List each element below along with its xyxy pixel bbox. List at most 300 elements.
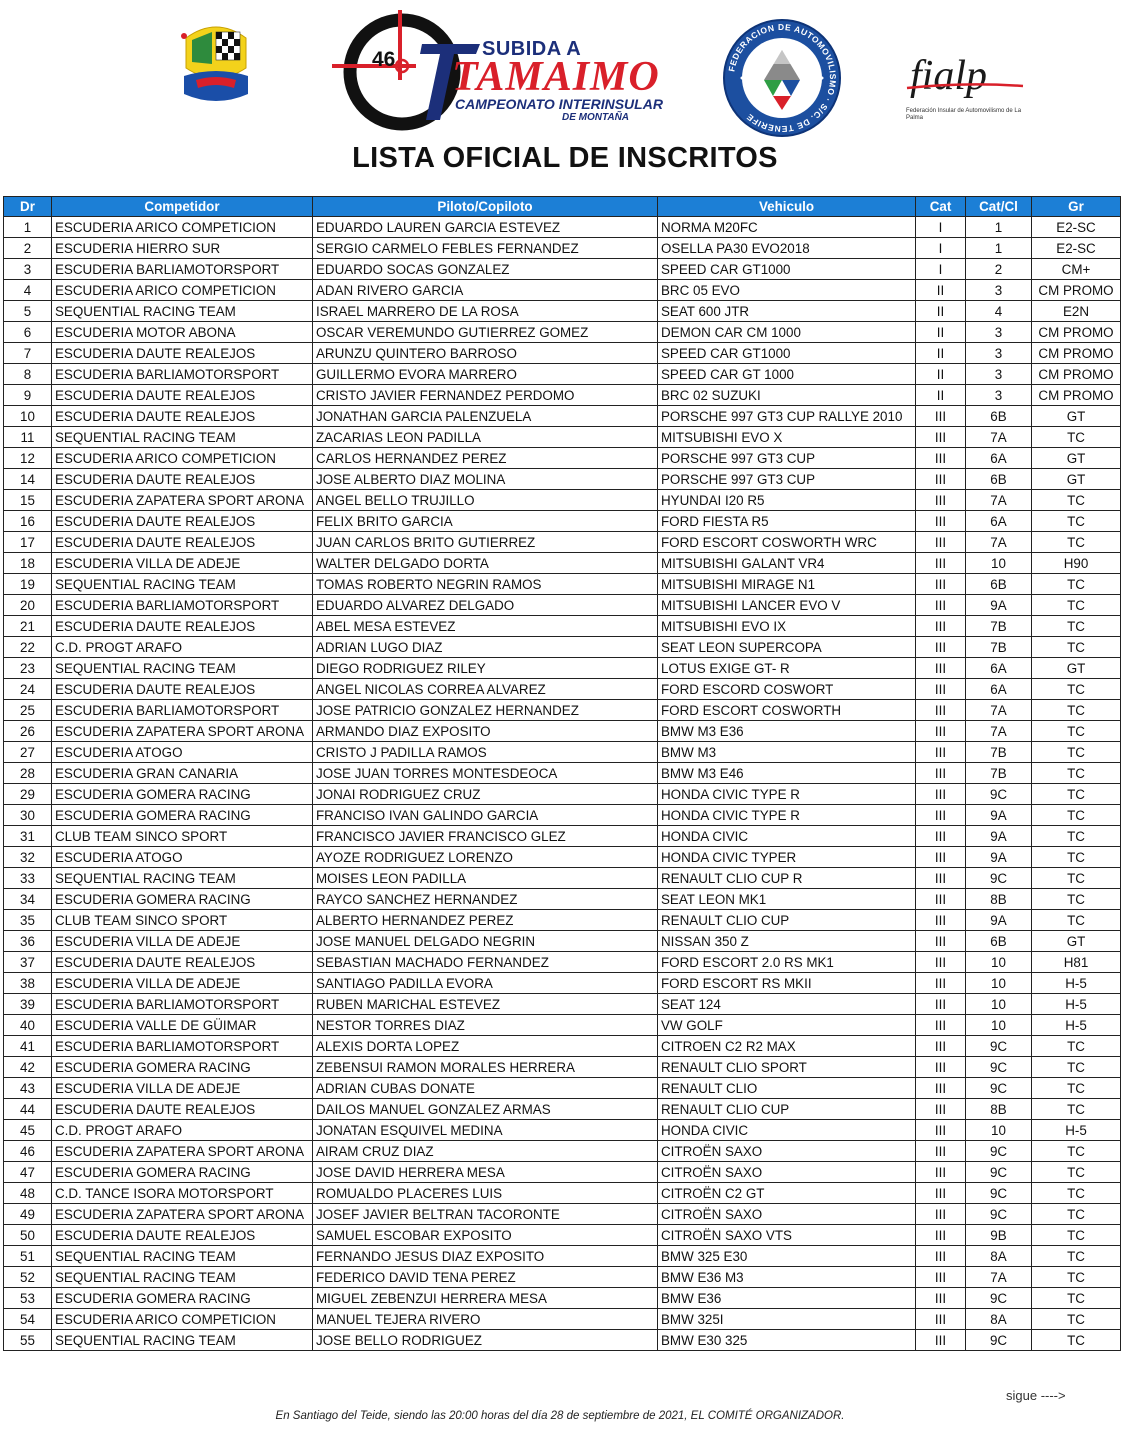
category-cell: III bbox=[916, 1225, 966, 1246]
class-cell: 9A bbox=[966, 826, 1032, 847]
category-cell: II bbox=[916, 301, 966, 322]
category-cell: III bbox=[916, 1057, 966, 1078]
entry-number-cell: 6 bbox=[4, 322, 52, 343]
category-cell: II bbox=[916, 322, 966, 343]
driver-cell: MOISES LEON PADILLA bbox=[313, 868, 658, 889]
vehicle-cell: RENAULT CLIO CUP R bbox=[658, 868, 916, 889]
group-cell: TC bbox=[1032, 784, 1121, 805]
class-cell: 3 bbox=[966, 364, 1032, 385]
competitor-cell: ESCUDERIA GOMERA RACING bbox=[52, 889, 313, 910]
class-cell: 9C bbox=[966, 1078, 1032, 1099]
entry-number-cell: 49 bbox=[4, 1204, 52, 1225]
group-cell: H90 bbox=[1032, 553, 1121, 574]
vehicle-cell: HONDA CIVIC TYPE R bbox=[658, 805, 916, 826]
class-cell: 10 bbox=[966, 553, 1032, 574]
class-cell: 1 bbox=[966, 217, 1032, 238]
competitor-cell: CLUB TEAM SINCO SPORT bbox=[52, 910, 313, 931]
competitor-cell: ESCUDERIA ARICO COMPETICION bbox=[52, 1309, 313, 1330]
vehicle-cell: BMW 325 E30 bbox=[658, 1246, 916, 1267]
driver-cell: DAILOS MANUEL GONZALEZ ARMAS bbox=[313, 1099, 658, 1120]
table-row bbox=[4, 1141, 1121, 1162]
driver-cell: OSCAR VEREMUNDO GUTIERREZ GOMEZ bbox=[313, 322, 658, 343]
table-row bbox=[4, 763, 1121, 784]
competitor-cell: ESCUDERIA ZAPATERA SPORT ARONA bbox=[52, 721, 313, 742]
federation-seal-text bbox=[720, 14, 844, 142]
vehicle-cell: MITSUBISHI MIRAGE N1 bbox=[658, 574, 916, 595]
competitor-cell: ESCUDERIA VILLA DE ADEJE bbox=[52, 973, 313, 994]
driver-cell: JOSE ALBERTO DIAZ MOLINA bbox=[313, 469, 658, 490]
federation-seal-caption: FEDERACION DE AUTOMOVILISMO · S/C. DE TENERIFE bbox=[726, 21, 839, 135]
group-cell: TC bbox=[1032, 574, 1121, 595]
table-row bbox=[4, 490, 1121, 511]
competitor-cell: ESCUDERIA ARICO COMPETICION bbox=[52, 448, 313, 469]
svg-text:FEDERACION DE AUTOMOVILISMO · bbox=[726, 22, 838, 134]
group-cell: H-5 bbox=[1032, 973, 1121, 994]
entry-number-cell: 5 bbox=[4, 301, 52, 322]
group-cell: TC bbox=[1032, 889, 1121, 910]
group-cell: TC bbox=[1032, 1225, 1121, 1246]
group-cell: CM PROMO bbox=[1032, 343, 1121, 364]
category-cell: III bbox=[916, 1246, 966, 1267]
vehicle-cell: VW GOLF bbox=[658, 1015, 916, 1036]
vehicle-cell: MITSUBISHI GALANT VR4 bbox=[658, 553, 916, 574]
category-cell: III bbox=[916, 679, 966, 700]
category-cell: III bbox=[916, 637, 966, 658]
category-cell: III bbox=[916, 1309, 966, 1330]
competitor-cell: SEQUENTIAL RACING TEAM bbox=[52, 658, 313, 679]
class-cell: 9B bbox=[966, 1225, 1032, 1246]
vehicle-cell: FORD ESCORD COSWORT bbox=[658, 679, 916, 700]
class-cell: 7A bbox=[966, 1267, 1032, 1288]
entry-number-cell: 36 bbox=[4, 931, 52, 952]
class-cell: 1 bbox=[966, 238, 1032, 259]
competitor-cell: ESCUDERIA DAUTE REALEJOS bbox=[52, 469, 313, 490]
group-cell: TC bbox=[1032, 511, 1121, 532]
group-cell: TC bbox=[1032, 1078, 1121, 1099]
class-cell: 6A bbox=[966, 658, 1032, 679]
category-cell: III bbox=[916, 511, 966, 532]
class-cell: 6A bbox=[966, 679, 1032, 700]
vehicle-cell: OSELLA PA30 EVO2018 bbox=[658, 238, 916, 259]
driver-cell: FRANCISO IVAN GALINDO GARCIA bbox=[313, 805, 658, 826]
vehicle-cell: RENAULT CLIO CUP bbox=[658, 910, 916, 931]
competitor-cell: ESCUDERIA ATOGO bbox=[52, 742, 313, 763]
driver-cell: JOSE JUAN TORRES MONTESDEOCA bbox=[313, 763, 658, 784]
fialp-underline bbox=[905, 80, 1025, 92]
category-cell: III bbox=[916, 532, 966, 553]
group-cell: E2-SC bbox=[1032, 217, 1121, 238]
category-cell: II bbox=[916, 280, 966, 301]
class-cell: 6B bbox=[966, 574, 1032, 595]
entry-number-cell: 30 bbox=[4, 805, 52, 826]
driver-cell: RUBEN MARICHAL ESTEVEZ bbox=[313, 994, 658, 1015]
driver-cell: FERNANDO JESUS DIAZ EXPOSITO bbox=[313, 1246, 658, 1267]
vehicle-cell: NORMA M20FC bbox=[658, 217, 916, 238]
category-cell: III bbox=[916, 973, 966, 994]
group-cell: TC bbox=[1032, 679, 1121, 700]
class-cell: 10 bbox=[966, 1015, 1032, 1036]
fialp-logo-text: fialp bbox=[910, 53, 988, 99]
entry-number-cell: 4 bbox=[4, 280, 52, 301]
entry-number-cell: 29 bbox=[4, 784, 52, 805]
competitor-cell: ESCUDERIA DAUTE REALEJOS bbox=[52, 1099, 313, 1120]
group-cell: TC bbox=[1032, 910, 1121, 931]
table-row bbox=[4, 1309, 1121, 1330]
entry-number-cell: 44 bbox=[4, 1099, 52, 1120]
category-cell: III bbox=[916, 700, 966, 721]
table-row bbox=[4, 343, 1121, 364]
driver-cell: ADAN RIVERO GARCIA bbox=[313, 280, 658, 301]
competitor-cell: ESCUDERIA HIERRO SUR bbox=[52, 238, 313, 259]
driver-cell: ANGEL NICOLAS CORREA ALVAREZ bbox=[313, 679, 658, 700]
group-cell: H-5 bbox=[1032, 994, 1121, 1015]
category-cell: III bbox=[916, 427, 966, 448]
vehicle-cell: BMW E36 bbox=[658, 1288, 916, 1309]
driver-cell: WALTER DELGADO DORTA bbox=[313, 553, 658, 574]
vehicle-cell: CITROËN SAXO bbox=[658, 1141, 916, 1162]
driver-cell: EDUARDO ALVAREZ DELGADO bbox=[313, 595, 658, 616]
group-cell: TC bbox=[1032, 490, 1121, 511]
class-cell: 4 bbox=[966, 301, 1032, 322]
entry-number-cell: 42 bbox=[4, 1057, 52, 1078]
column-header: Gr bbox=[1032, 197, 1121, 217]
group-cell: CM+ bbox=[1032, 259, 1121, 280]
group-cell: TC bbox=[1032, 742, 1121, 763]
entry-number-cell: 52 bbox=[4, 1267, 52, 1288]
table-row bbox=[4, 658, 1121, 679]
driver-cell: CRISTO J PADILLA RAMOS bbox=[313, 742, 658, 763]
table-row bbox=[4, 1162, 1121, 1183]
entry-number-cell: 16 bbox=[4, 511, 52, 532]
vehicle-cell: SEAT 124 bbox=[658, 994, 916, 1015]
group-cell: TC bbox=[1032, 1162, 1121, 1183]
table-row bbox=[4, 511, 1121, 532]
class-cell: 9C bbox=[966, 1288, 1032, 1309]
group-cell: CM PROMO bbox=[1032, 364, 1121, 385]
table-row bbox=[4, 1120, 1121, 1141]
vehicle-cell: HONDA CIVIC bbox=[658, 826, 916, 847]
entry-number-cell: 34 bbox=[4, 889, 52, 910]
vehicle-cell: CITROËN C2 GT bbox=[658, 1183, 916, 1204]
vehicle-cell: FORD FIESTA R5 bbox=[658, 511, 916, 532]
category-cell: III bbox=[916, 469, 966, 490]
competitor-cell: ESCUDERIA DAUTE REALEJOS bbox=[52, 616, 313, 637]
competitor-cell: C.D. PROGT ARAFO bbox=[52, 637, 313, 658]
table-row bbox=[4, 217, 1121, 238]
competitor-cell: ESCUDERIA ATOGO bbox=[52, 847, 313, 868]
table-row bbox=[4, 952, 1121, 973]
driver-cell: JONATHAN GARCIA PALENZUELA bbox=[313, 406, 658, 427]
column-header: Piloto/Copiloto bbox=[313, 197, 658, 217]
entry-number-cell: 19 bbox=[4, 574, 52, 595]
driver-cell: MIGUEL ZEBENZUI HERRERA MESA bbox=[313, 1288, 658, 1309]
entry-number-cell: 21 bbox=[4, 616, 52, 637]
driver-cell: MANUEL TEJERA RIVERO bbox=[313, 1309, 658, 1330]
class-cell: 9A bbox=[966, 595, 1032, 616]
category-cell: III bbox=[916, 721, 966, 742]
group-cell: CM PROMO bbox=[1032, 322, 1121, 343]
column-header: Cat/Cl bbox=[966, 197, 1032, 217]
class-cell: 7B bbox=[966, 637, 1032, 658]
group-cell: TC bbox=[1032, 1288, 1121, 1309]
group-cell: TC bbox=[1032, 700, 1121, 721]
driver-cell: ADRIAN CUBAS DONATE bbox=[313, 1078, 658, 1099]
category-cell: III bbox=[916, 595, 966, 616]
table-row bbox=[4, 700, 1121, 721]
vehicle-cell: RENAULT CLIO bbox=[658, 1078, 916, 1099]
class-cell: 8A bbox=[966, 1309, 1032, 1330]
group-cell: TC bbox=[1032, 637, 1121, 658]
competitor-cell: ESCUDERIA DAUTE REALEJOS bbox=[52, 532, 313, 553]
event-title-main: TAMAIMO bbox=[452, 54, 660, 100]
class-cell: 9C bbox=[966, 1057, 1032, 1078]
group-cell: TC bbox=[1032, 1204, 1121, 1225]
competitor-cell: SEQUENTIAL RACING TEAM bbox=[52, 574, 313, 595]
table-row bbox=[4, 931, 1121, 952]
table-row bbox=[4, 994, 1121, 1015]
driver-cell: ARMANDO DIAZ EXPOSITO bbox=[313, 721, 658, 742]
class-cell: 2 bbox=[966, 259, 1032, 280]
table-row bbox=[4, 595, 1121, 616]
competitor-cell: ESCUDERIA DAUTE REALEJOS bbox=[52, 406, 313, 427]
group-cell: TC bbox=[1032, 805, 1121, 826]
column-header: Dr bbox=[4, 197, 52, 217]
competitor-cell: SEQUENTIAL RACING TEAM bbox=[52, 427, 313, 448]
class-cell: 3 bbox=[966, 322, 1032, 343]
table-row bbox=[4, 574, 1121, 595]
driver-cell: ZACARIAS LEON PADILLA bbox=[313, 427, 658, 448]
table-body bbox=[4, 217, 1121, 1351]
class-cell: 10 bbox=[966, 952, 1032, 973]
vehicle-cell: HYUNDAI I20 R5 bbox=[658, 490, 916, 511]
group-cell: TC bbox=[1032, 721, 1121, 742]
competitor-cell: ESCUDERIA GOMERA RACING bbox=[52, 1288, 313, 1309]
table-header-row bbox=[4, 197, 1121, 217]
entry-number-cell: 10 bbox=[4, 406, 52, 427]
table-row bbox=[4, 826, 1121, 847]
table-row bbox=[4, 1288, 1121, 1309]
group-cell: E2N bbox=[1032, 301, 1121, 322]
vehicle-cell: RENAULT CLIO SPORT bbox=[658, 1057, 916, 1078]
class-cell: 9A bbox=[966, 847, 1032, 868]
category-cell: III bbox=[916, 1330, 966, 1351]
competitor-cell: ESCUDERIA GRAN CANARIA bbox=[52, 763, 313, 784]
category-cell: III bbox=[916, 826, 966, 847]
class-cell: 7A bbox=[966, 721, 1032, 742]
competitor-cell: ESCUDERIA VILLA DE ADEJE bbox=[52, 553, 313, 574]
vehicle-cell: BMW M3 E46 bbox=[658, 763, 916, 784]
category-cell: III bbox=[916, 868, 966, 889]
driver-cell: FRANCISCO JAVIER FRANCISCO GLEZ bbox=[313, 826, 658, 847]
vehicle-cell: CITROËN SAXO bbox=[658, 1162, 916, 1183]
category-cell: III bbox=[916, 1288, 966, 1309]
driver-cell: JONAI RODRIGUEZ CRUZ bbox=[313, 784, 658, 805]
driver-cell: AIRAM CRUZ DIAZ bbox=[313, 1141, 658, 1162]
table-row bbox=[4, 1246, 1121, 1267]
driver-cell: ROMUALDO PLACERES LUIS bbox=[313, 1183, 658, 1204]
group-cell: GT bbox=[1032, 406, 1121, 427]
category-cell: III bbox=[916, 1162, 966, 1183]
group-cell: TC bbox=[1032, 427, 1121, 448]
driver-cell: CRISTO JAVIER FERNANDEZ PERDOMO bbox=[313, 385, 658, 406]
driver-cell: TOMAS ROBERTO NEGRIN RAMOS bbox=[313, 574, 658, 595]
category-cell: II bbox=[916, 364, 966, 385]
event-subtitle: CAMPEONATO INTERINSULAR bbox=[455, 96, 663, 112]
vehicle-cell: BRC 05 EVO bbox=[658, 280, 916, 301]
driver-cell: RAYCO SANCHEZ HERNANDEZ bbox=[313, 889, 658, 910]
class-cell: 6B bbox=[966, 931, 1032, 952]
table-row bbox=[4, 1225, 1121, 1246]
competitor-cell: ESCUDERIA BARLIAMOTORSPORT bbox=[52, 259, 313, 280]
vehicle-cell: NISSAN 350 Z bbox=[658, 931, 916, 952]
competitor-cell: ESCUDERIA ZAPATERA SPORT ARONA bbox=[52, 490, 313, 511]
competitor-cell: ESCUDERIA GOMERA RACING bbox=[52, 784, 313, 805]
vehicle-cell: MITSUBISHI EVO IX bbox=[658, 616, 916, 637]
competitor-cell: ESCUDERIA ZAPATERA SPORT ARONA bbox=[52, 1141, 313, 1162]
entry-number-cell: 47 bbox=[4, 1162, 52, 1183]
competitor-cell: ESCUDERIA DAUTE REALEJOS bbox=[52, 1225, 313, 1246]
entry-number-cell: 23 bbox=[4, 658, 52, 679]
table-row bbox=[4, 868, 1121, 889]
competitor-cell: C.D. PROGT ARAFO bbox=[52, 1120, 313, 1141]
group-cell: CM PROMO bbox=[1032, 280, 1121, 301]
entry-number-cell: 26 bbox=[4, 721, 52, 742]
entry-number-cell: 48 bbox=[4, 1183, 52, 1204]
entry-number-cell: 37 bbox=[4, 952, 52, 973]
competitor-cell: ESCUDERIA VALLE DE GÜIMAR bbox=[52, 1015, 313, 1036]
driver-cell: ARUNZU QUINTERO BARROSO bbox=[313, 343, 658, 364]
vehicle-cell: BMW M3 E36 bbox=[658, 721, 916, 742]
vehicle-cell: SEAT 600 JTR bbox=[658, 301, 916, 322]
table-row bbox=[4, 1330, 1121, 1351]
group-cell: TC bbox=[1032, 1099, 1121, 1120]
entry-number-cell: 39 bbox=[4, 994, 52, 1015]
class-cell: 7B bbox=[966, 763, 1032, 784]
competitor-cell: ESCUDERIA GOMERA RACING bbox=[52, 805, 313, 826]
entry-number-cell: 45 bbox=[4, 1120, 52, 1141]
vehicle-cell: SEAT LEON MK1 bbox=[658, 889, 916, 910]
category-cell: III bbox=[916, 406, 966, 427]
category-cell: III bbox=[916, 889, 966, 910]
driver-cell: NESTOR TORRES DIAZ bbox=[313, 1015, 658, 1036]
driver-cell: JUAN CARLOS BRITO GUTIERREZ bbox=[313, 532, 658, 553]
driver-cell: CARLOS HERNANDEZ PEREZ bbox=[313, 448, 658, 469]
competitor-cell: ESCUDERIA BARLIAMOTORSPORT bbox=[52, 700, 313, 721]
vehicle-cell: PORSCHE 997 GT3 CUP RALLYE 2010 bbox=[658, 406, 916, 427]
table-row bbox=[4, 1183, 1121, 1204]
entry-number-cell: 1 bbox=[4, 217, 52, 238]
class-cell: 10 bbox=[966, 973, 1032, 994]
vehicle-cell: PORSCHE 997 GT3 CUP bbox=[658, 448, 916, 469]
entry-number-cell: 41 bbox=[4, 1036, 52, 1057]
entry-number-cell: 8 bbox=[4, 364, 52, 385]
table-row bbox=[4, 238, 1121, 259]
driver-cell: JOSE PATRICIO GONZALEZ HERNANDEZ bbox=[313, 700, 658, 721]
group-cell: E2-SC bbox=[1032, 238, 1121, 259]
driver-cell: FEDERICO DAVID TENA PEREZ bbox=[313, 1267, 658, 1288]
competitor-cell: ESCUDERIA VILLA DE ADEJE bbox=[52, 1078, 313, 1099]
table-row bbox=[4, 532, 1121, 553]
table-row bbox=[4, 1078, 1121, 1099]
group-cell: GT bbox=[1032, 448, 1121, 469]
competitor-cell: ESCUDERIA BARLIAMOTORSPORT bbox=[52, 1036, 313, 1057]
table-row bbox=[4, 1267, 1121, 1288]
competitor-cell: CLUB TEAM SINCO SPORT bbox=[52, 826, 313, 847]
competitor-cell: SEQUENTIAL RACING TEAM bbox=[52, 868, 313, 889]
competitor-cell: ESCUDERIA DAUTE REALEJOS bbox=[52, 952, 313, 973]
category-cell: III bbox=[916, 448, 966, 469]
entry-number-cell: 46 bbox=[4, 1141, 52, 1162]
category-cell: III bbox=[916, 994, 966, 1015]
entry-number-cell: 51 bbox=[4, 1246, 52, 1267]
class-cell: 9C bbox=[966, 1330, 1032, 1351]
table-row bbox=[4, 889, 1121, 910]
table-row bbox=[4, 469, 1121, 490]
entry-number-cell: 50 bbox=[4, 1225, 52, 1246]
entry-number-cell: 12 bbox=[4, 448, 52, 469]
category-cell: III bbox=[916, 1036, 966, 1057]
entry-number-cell: 18 bbox=[4, 553, 52, 574]
category-cell: III bbox=[916, 1078, 966, 1099]
class-cell: 10 bbox=[966, 1120, 1032, 1141]
vehicle-cell: RENAULT CLIO CUP bbox=[658, 1099, 916, 1120]
vehicle-cell: FORD ESCORT COSWORTH WRC bbox=[658, 532, 916, 553]
table-row bbox=[4, 280, 1121, 301]
entry-number-cell: 15 bbox=[4, 490, 52, 511]
driver-cell: ABEL MESA ESTEVEZ bbox=[313, 616, 658, 637]
category-cell: III bbox=[916, 952, 966, 973]
table-row bbox=[4, 805, 1121, 826]
driver-cell: ALBERTO HERNANDEZ PEREZ bbox=[313, 910, 658, 931]
category-cell: III bbox=[916, 574, 966, 595]
group-cell: H-5 bbox=[1032, 1120, 1121, 1141]
entry-number-cell: 7 bbox=[4, 343, 52, 364]
group-cell: TC bbox=[1032, 1330, 1121, 1351]
class-cell: 10 bbox=[966, 994, 1032, 1015]
continue-note: sigue ----> bbox=[1006, 1388, 1066, 1403]
group-cell: TC bbox=[1032, 595, 1121, 616]
column-header: Competidor bbox=[52, 197, 313, 217]
competitor-cell: ESCUDERIA ARICO COMPETICION bbox=[52, 280, 313, 301]
table-row bbox=[4, 1036, 1121, 1057]
competitor-cell: ESCUDERIA DAUTE REALEJOS bbox=[52, 385, 313, 406]
group-cell: TC bbox=[1032, 763, 1121, 784]
entry-number-cell: 53 bbox=[4, 1288, 52, 1309]
entry-number-cell: 35 bbox=[4, 910, 52, 931]
competitor-cell: SEQUENTIAL RACING TEAM bbox=[52, 1330, 313, 1351]
driver-cell: ALEXIS DORTA LOPEZ bbox=[313, 1036, 658, 1057]
vehicle-cell: HONDA CIVIC TYPER bbox=[658, 847, 916, 868]
class-cell: 9C bbox=[966, 784, 1032, 805]
driver-cell: EDUARDO LAUREN GARCIA ESTEVEZ bbox=[313, 217, 658, 238]
vehicle-cell: BMW M3 bbox=[658, 742, 916, 763]
competitor-cell: ESCUDERIA DAUTE REALEJOS bbox=[52, 343, 313, 364]
driver-cell: AYOZE RODRIGUEZ LORENZO bbox=[313, 847, 658, 868]
vehicle-cell: HONDA CIVIC TYPE R bbox=[658, 784, 916, 805]
entry-number-cell: 43 bbox=[4, 1078, 52, 1099]
table-row bbox=[4, 1204, 1121, 1225]
class-cell: 6B bbox=[966, 406, 1032, 427]
class-cell: 9C bbox=[966, 1183, 1032, 1204]
vehicle-cell: MITSUBISHI EVO X bbox=[658, 427, 916, 448]
competitor-cell: C.D. TANCE ISORA MOTORSPORT bbox=[52, 1183, 313, 1204]
group-cell: TC bbox=[1032, 1246, 1121, 1267]
entry-number-cell: 17 bbox=[4, 532, 52, 553]
category-cell: III bbox=[916, 490, 966, 511]
driver-cell: JOSEF JAVIER BELTRAN TACORONTE bbox=[313, 1204, 658, 1225]
competitor-cell: SEQUENTIAL RACING TEAM bbox=[52, 1267, 313, 1288]
group-cell: TC bbox=[1032, 616, 1121, 637]
